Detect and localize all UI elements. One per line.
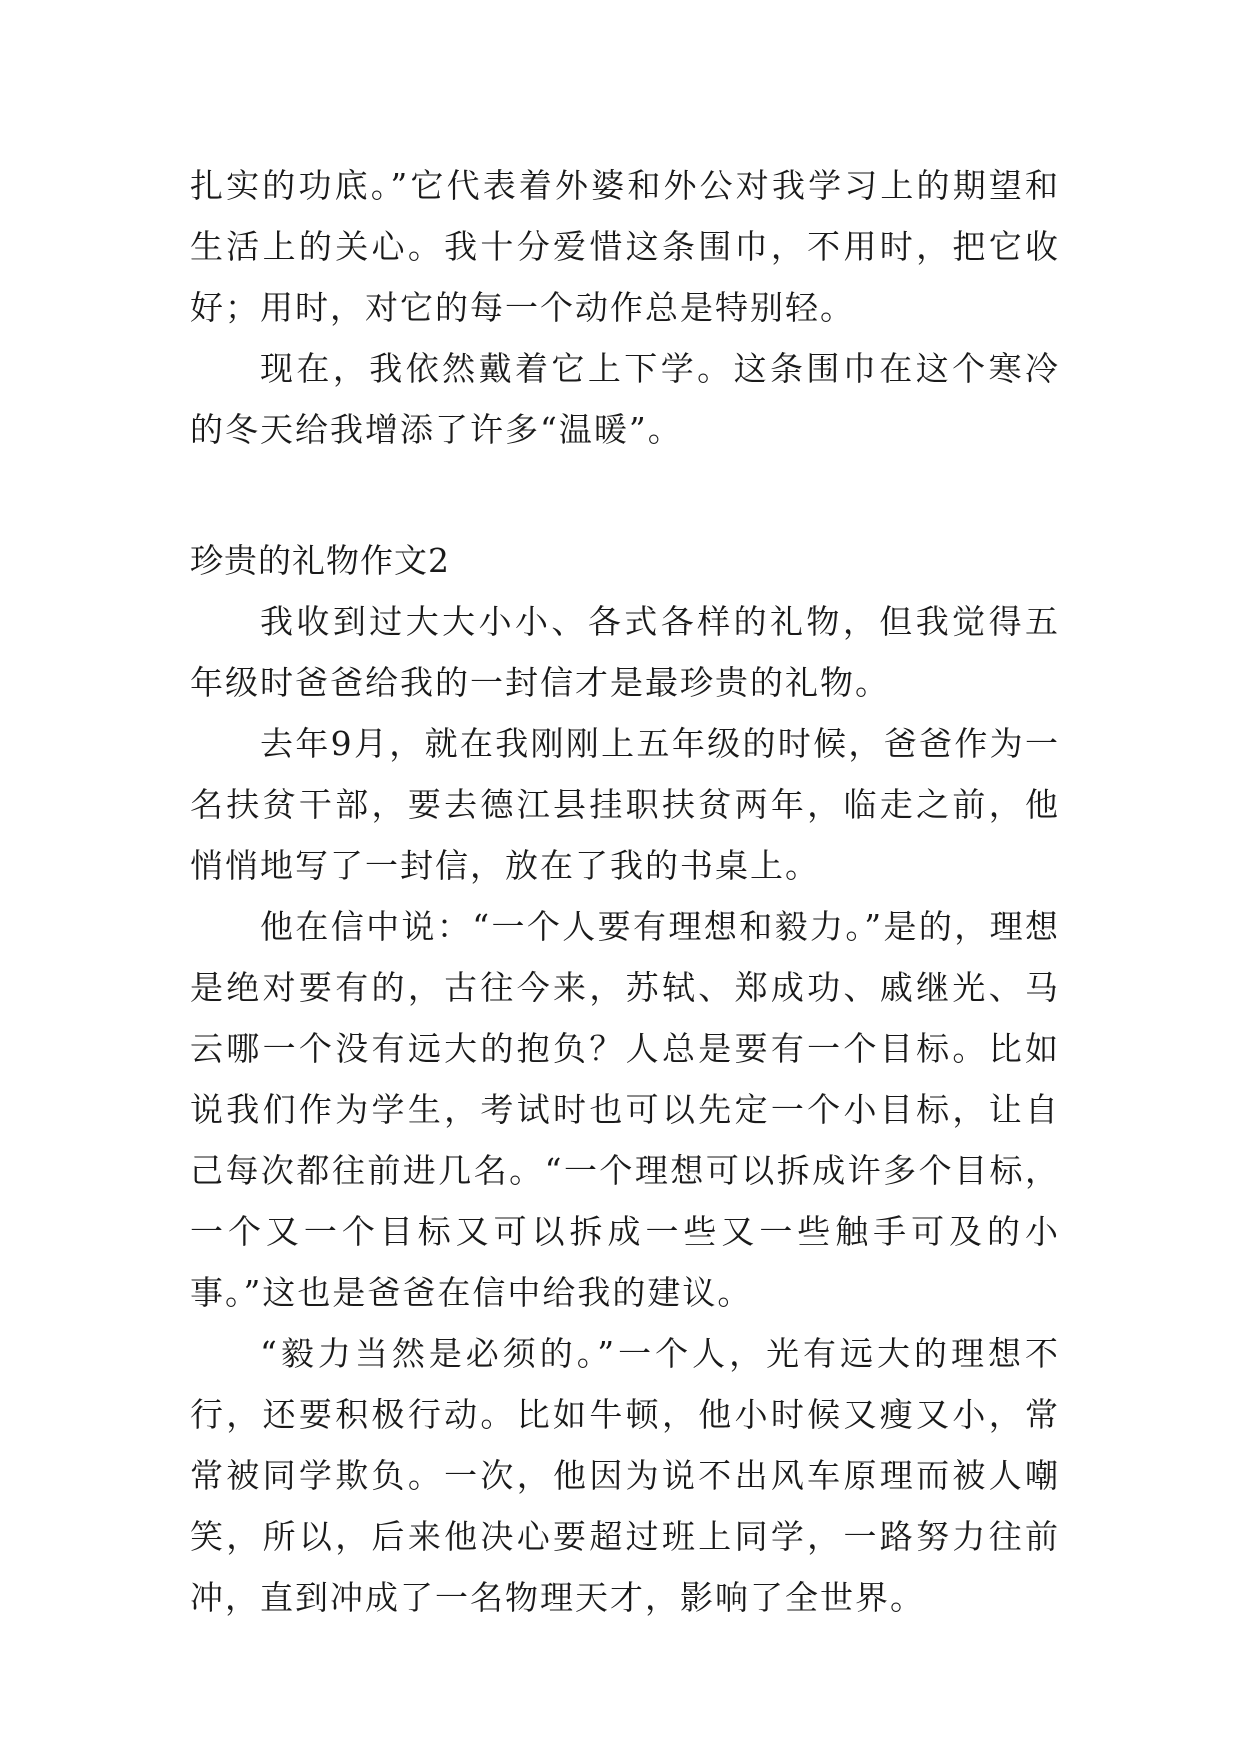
- paragraph: 我收到过大大小小、各式各样的礼物，但我觉得五年级时爸爸给我的一封信才是最珍贵的礼物。: [190, 602, 1060, 702]
- paragraph: 扎实的功底。”它代表着外婆和外公对我学习上的期望和生活上的关心。我十分爱惜这条围巾，不用时，把它收好；用时，对它的每一个动作总是特别轻。: [190, 166, 1060, 327]
- paragraph: “毅力当然是必须的。”一个人，光有远大的理想不行，还要积极行动。比如牛顿，他小时候又瘦又小，常常被同学欺负。一次，他因为说不出风车原理而被人嘲笑，所以，后来他决心要超过班上同学，一路努力往前冲，直到冲成了一名物理天才，影响了全世界。: [190, 1334, 1060, 1617]
- paragraph: 他在信中说：“一个人要有理想和毅力。”是的，理想是绝对要有的，古往今来，苏轼、郑成功、戚继光、马云哪一个没有远大的抱负？人总是要有一个目标。比如说我们作为学生，考试时也可以先定一个小目标，让自己每次都往前进几名。“一个理想可以拆成许多个目标，一个又一个目标又可以拆成一些又一些触手可及的小事。”这也是爸爸在信中给我的建议。: [190, 907, 1060, 1312]
- section-title: 珍贵的礼物作文2: [190, 541, 450, 580]
- document-body: [190, 155, 1060, 1628]
- paragraph: 现在，我依然戴着它上下学。这条围巾在这个寒冷的冬天给我增添了许多“温暖”。: [190, 349, 1060, 449]
- paragraph: 去年9月，就在我刚刚上五年级的时候，爸爸作为一名扶贫干部，要去德江县挂职扶贫两年，临走之前，他悄悄地写了一封信，放在了我的书桌上。: [190, 724, 1060, 885]
